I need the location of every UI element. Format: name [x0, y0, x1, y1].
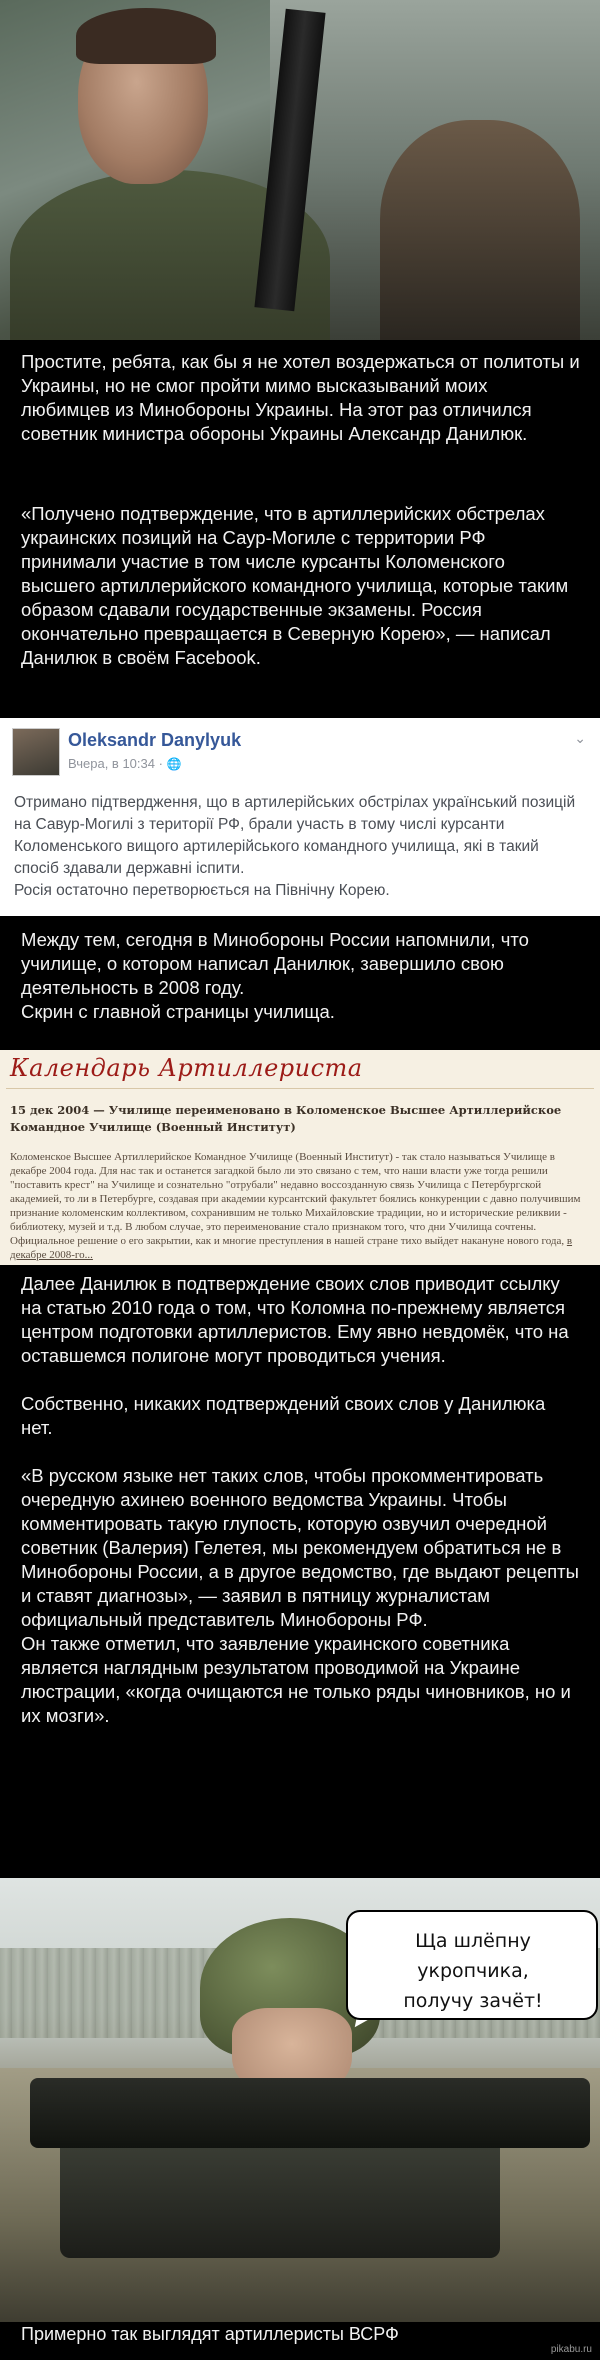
photo-man-with-rifle: [0, 0, 600, 340]
chevron-down-icon: ⌄: [574, 730, 586, 746]
photo-weapon-mount: [60, 2138, 500, 2258]
calendar-title: Календарь Артиллериста: [10, 1054, 363, 1082]
watermark: pikabu.ru: [550, 2344, 592, 2355]
paragraph-intro: Простите, ребята, как бы я не хотел воздержаться от политоты и Украины, но не смог пройти мимо высказываний моих любимцев из Минобороны Украины. На этот раз отличился советник министра обороны Украины Александр Данилюк.: [21, 351, 580, 444]
paragraph-ministry-reply: Между тем, сегодня в Минобороны России напомнили, что училище, о котором написал Данилюк, завершило свою деятельность в 2008 году. Скрин с главной страницы училища.: [21, 929, 529, 1022]
facebook-post-text: Отримано підтвердження, що в артилерійських обстрілах український позицій на Савур-Могилі з території РФ, брали участь в тому числі курсанти Коломенського вищого артилерійського командного училища, які в такий спосіб здавали державні іспити. Росія остаточно перетворюється на Північну Корею.: [14, 794, 576, 899]
photo-soldier-with-weapon: [0, 1878, 600, 2322]
facebook-post-time-text: Вчера, в 10:34 ·: [68, 756, 163, 771]
paragraph-quote-danylyuk: «Получено подтверждение, что в артиллерийских обстрелах украинских позиций на Саур-Могиле с территории РФ принимали участие в том числе курсанты Коломенского высшего артиллерийского командного училища, которые таким образом сдавали государственные экзамены. Россия окончательно превращается в Северную Корею», — написал Данилюк в своём Facebook.: [21, 503, 569, 668]
globe-icon: 🌐: [166, 757, 182, 771]
calendar-headline: 15 дек 2004 — Училище переименовано в Коломенское Высшее Артиллерийское Командное Училище (Военный Институт): [10, 1103, 562, 1134]
facebook-author-name: Oleksandr Danylyuk: [68, 730, 242, 750]
facebook-post-time: [68, 756, 182, 771]
paragraph-details: Далее Данилюк в подтверждение своих слов приводит ссылку на статью 2010 года о том, что Коломна по-прежнему является центром подготовки артиллеристов. Ему явно невдомёк, что на оставшемся полигоне могут проводиться учения. Собственно, никаких подтверждений своих слов у Данилюка нет. «В русском языке нет таких слов, чтобы прокомментировать очередную ахинею военного ведомства Украины. Чтобы комментировать такую глупость, которую озвучил очередной советник (Валерия) Гелетея, мы рекомендуем обратиться не в Минобороны России, а в другое ведомство, где выдают рецепты и ставят диагнозы», — заявил в пятницу журналистам официальный представитель Минобороны РФ. Он также отметил, что заявление украинского советника является наглядным результатом проводимой на Украине люстрации, «когда очищаются не только ряды чиновников, но и их мозги».: [21, 1273, 579, 1726]
photo-second-soldier: [380, 120, 580, 340]
photo-hair: [76, 8, 216, 64]
avatar: [12, 728, 60, 776]
calendar-body-link: в декабре 2008-го...: [10, 1235, 573, 1261]
speech-bubble-text: Ща шлёпну укропчика, получу зачёт!: [403, 1930, 543, 2012]
calendar-body-text: Коломенское Высшее Артиллерийское Командное Училище (Военный Институт) - так стало называться Училище в декабре 2004 года. Для нас так и останется загадкой было ли это связано с тем, что наши власти уже тогда решили "поставить крест" на Училище и сознательно "отрубали" недавно воссозданную связь Училища с Петербургской академией, то ли в Петербурге, создавая при академии курсантский факультет боялись конкуренции с давно получившим признание коломенским коллективом, сохранившим не только Михайловские традиции, но и исторические реликвии - библиотеку, музей и т.д. В любом случае, это переименование стало признаком того, что дни Училища сочтены. Официальное решение о его закрытии, как и многие преступления в нашей стране тихо выйдет накануне нового года,: [10, 1151, 581, 1247]
calendar-body: [10, 1150, 590, 1262]
facebook-post-screenshot: [0, 718, 600, 916]
photo-weapon-barrel: [30, 2078, 590, 2148]
photo-caption: Примерно так выглядят артиллеристы ВСРФ: [21, 2324, 399, 2344]
speech-bubble: [346, 1910, 598, 2020]
calendar-divider: [6, 1088, 594, 1089]
calendar-screenshot: [0, 1050, 600, 1265]
